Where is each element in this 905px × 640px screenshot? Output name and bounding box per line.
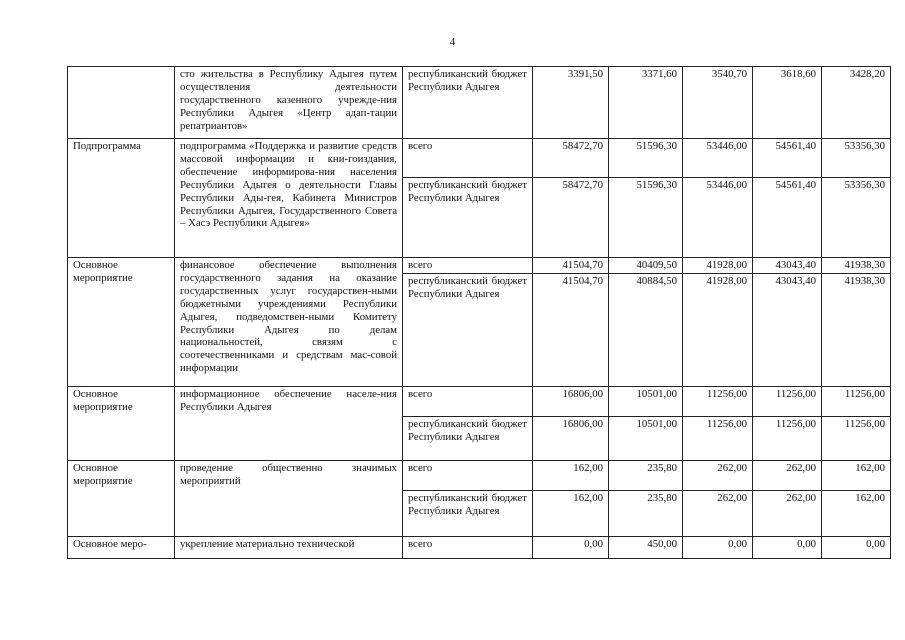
amount-cell: 54561,40: [753, 139, 822, 178]
row-description-cell: сто жительства в Республику Адыгея путем осуществления деятельности государственного казенного учрежде-ния Республики Адыгея «Центр адап-тации репатриантов»: [175, 67, 403, 139]
amount-cell: 41938,30: [822, 258, 891, 274]
amount-cell: 3540,70: [683, 67, 753, 139]
table-row: [68, 536, 891, 558]
amount-cell: 10501,00: [609, 386, 683, 416]
amount-cell: 11256,00: [683, 386, 753, 416]
amount-cell: 53356,30: [822, 139, 891, 178]
row-type-cell: Основное меро-: [68, 536, 175, 558]
amount-cell: 162,00: [822, 490, 891, 536]
amount-cell: 262,00: [683, 460, 753, 490]
amount-cell: 53446,00: [683, 178, 753, 258]
amount-cell: 58472,70: [533, 178, 609, 258]
amount-cell: 58472,70: [533, 139, 609, 178]
amount-cell: 450,00: [609, 536, 683, 558]
funding-source-cell: республиканский бюджет Республики Адыгея: [403, 490, 533, 536]
amount-cell: 11256,00: [683, 416, 753, 460]
row-description-cell: подпрограмма «Поддержка и развитие средств массовой информации и кни-гоиздания, обеспечение информирова-ния населения Республики Адыгея о деятельности Главы Республики Ады-гея, Кабинета Министров Республики Адыгея, Государственного Совета – Хасэ Республики Адыгея»: [175, 139, 403, 258]
amount-cell: 41504,70: [533, 258, 609, 274]
amount-cell: 53446,00: [683, 139, 753, 178]
row-description-cell: проведение общественно значимых мероприятий: [175, 460, 403, 536]
table-row: [68, 460, 891, 490]
funding-source-cell: всего: [403, 258, 533, 274]
amount-cell: 43043,40: [753, 273, 822, 386]
row-type-cell: Подпрограмма: [68, 139, 175, 258]
row-type-cell: Основное мероприятие: [68, 386, 175, 460]
funding-source-cell: всего: [403, 460, 533, 490]
amount-cell: 0,00: [683, 536, 753, 558]
amount-cell: 0,00: [822, 536, 891, 558]
row-description-cell: информационное обеспечение населе-ния Республики Адыгея: [175, 386, 403, 460]
table-row: [68, 67, 891, 139]
budget-table: [67, 66, 891, 559]
funding-source-cell: республиканский бюджет Республики Адыгея: [403, 416, 533, 460]
amount-cell: 11256,00: [753, 386, 822, 416]
amount-cell: 51596,30: [609, 178, 683, 258]
amount-cell: 162,00: [533, 490, 609, 536]
amount-cell: 162,00: [533, 460, 609, 490]
amount-cell: 3428,20: [822, 67, 891, 139]
amount-cell: 0,00: [533, 536, 609, 558]
table-row: [68, 258, 891, 274]
amount-cell: 54561,40: [753, 178, 822, 258]
funding-source-cell: республиканский бюджет Республики Адыгея: [403, 178, 533, 258]
amount-cell: 41504,70: [533, 273, 609, 386]
table-row: [68, 386, 891, 416]
amount-cell: 41928,00: [683, 273, 753, 386]
amount-cell: 235,80: [609, 490, 683, 536]
funding-source-cell: всего: [403, 536, 533, 558]
row-description-cell: финансовое обеспечение выполнения государственного задания на оказание государственных услуг государствен-ными бюджетными учреждениями Республики Адыгея, подведомствен-ными Комитету Республики Адыгея по делам национальностей, связям с соотечественниками и средствам мас-совой информации: [175, 258, 403, 387]
amount-cell: 3618,60: [753, 67, 822, 139]
row-type-cell: Основное мероприятие: [68, 258, 175, 387]
amount-cell: 10501,00: [609, 416, 683, 460]
table-row: [68, 139, 891, 178]
amount-cell: 11256,00: [822, 416, 891, 460]
amount-cell: 262,00: [753, 460, 822, 490]
amount-cell: 43043,40: [753, 258, 822, 274]
amount-cell: 3391,50: [533, 67, 609, 139]
amount-cell: 41938,30: [822, 273, 891, 386]
amount-cell: 262,00: [753, 490, 822, 536]
amount-cell: 41928,00: [683, 258, 753, 274]
amount-cell: 11256,00: [822, 386, 891, 416]
amount-cell: 16806,00: [533, 416, 609, 460]
amount-cell: 3371,60: [609, 67, 683, 139]
funding-source-cell: республиканский бюджет Республики Адыгея: [403, 67, 533, 139]
amount-cell: 40409,50: [609, 258, 683, 274]
amount-cell: 162,00: [822, 460, 891, 490]
funding-source-cell: всего: [403, 386, 533, 416]
row-description-cell: укрепление материально технической: [175, 536, 403, 558]
amount-cell: 0,00: [753, 536, 822, 558]
row-type-cell: [68, 67, 175, 139]
page-number: 4: [449, 36, 456, 48]
amount-cell: 51596,30: [609, 139, 683, 178]
amount-cell: 11256,00: [753, 416, 822, 460]
amount-cell: 16806,00: [533, 386, 609, 416]
funding-source-cell: всего: [403, 139, 533, 178]
amount-cell: 235,80: [609, 460, 683, 490]
table-body: [68, 67, 891, 559]
funding-source-cell: республиканский бюджет Республики Адыгея: [403, 273, 533, 386]
amount-cell: 262,00: [683, 490, 753, 536]
row-type-cell: Основное мероприятие: [68, 460, 175, 536]
amount-cell: 40884,50: [609, 273, 683, 386]
amount-cell: 53356,30: [822, 178, 891, 258]
